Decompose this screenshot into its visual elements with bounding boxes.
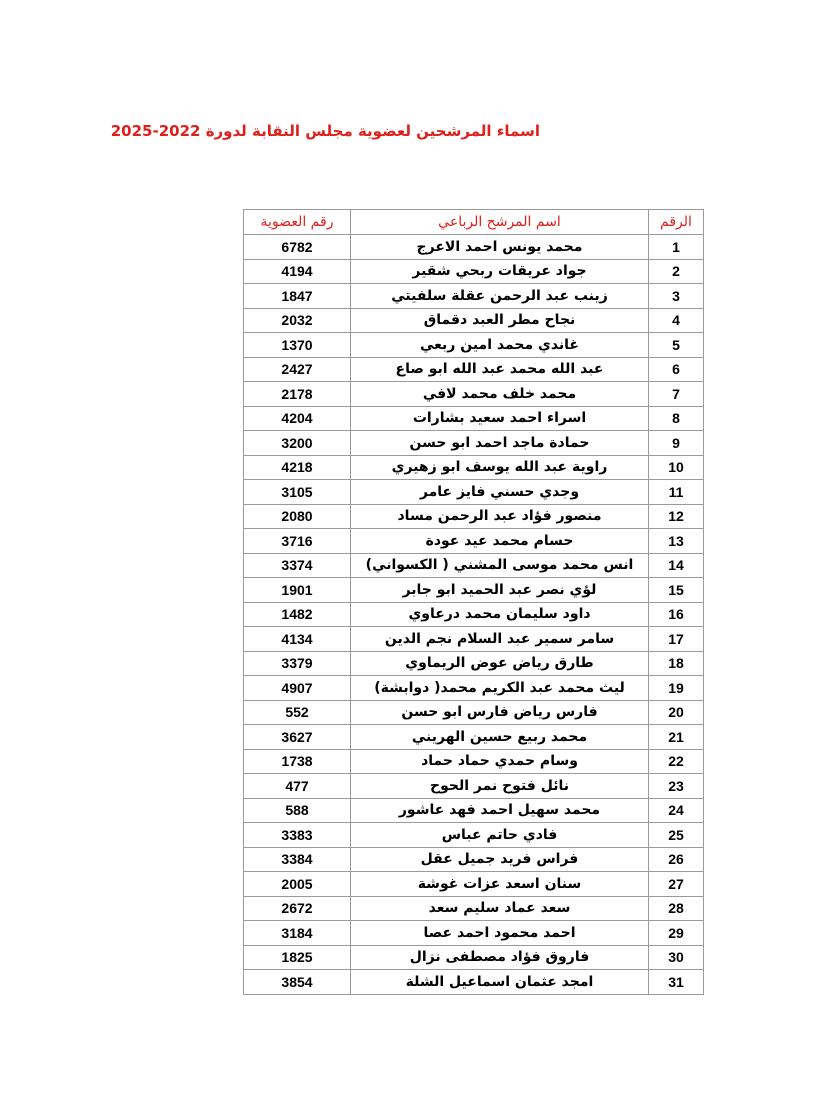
candidate-name: فادي حاتم عباس (351, 823, 649, 848)
candidate-name: نجاح مطر العبد دقماق (351, 308, 649, 333)
membership-number: 3854 (244, 970, 351, 995)
table-row (244, 798, 704, 823)
candidate-name: محمد خلف محمد لافي (351, 382, 649, 407)
table-row (244, 651, 704, 676)
membership-number: 2178 (244, 382, 351, 407)
row-number: 11 (649, 480, 704, 505)
header-name: اسم المرشح الرباعي (351, 210, 649, 235)
candidate-name: اسراء احمد سعيد بشارات (351, 406, 649, 431)
table-row (244, 235, 704, 260)
row-number: 6 (649, 357, 704, 382)
candidate-name: طارق رياض عوض الريماوي (351, 651, 649, 676)
row-number: 22 (649, 749, 704, 774)
table-row (244, 504, 704, 529)
membership-number: 4204 (244, 406, 351, 431)
candidate-name: داود سليمان محمد درعاوي (351, 602, 649, 627)
membership-number: 1847 (244, 284, 351, 309)
membership-number: 477 (244, 774, 351, 799)
candidate-name: انس محمد موسى المشني ( الكسواني) (351, 553, 649, 578)
membership-number: 3374 (244, 553, 351, 578)
candidate-name: ليث محمد عبد الكريم محمد( دوابشة) (351, 676, 649, 701)
candidate-name: جواد عريقات ربحي شقير (351, 259, 649, 284)
row-number: 13 (649, 529, 704, 554)
row-number: 9 (649, 431, 704, 456)
page-title: اسماء المرشحين لعضوية مجلس النقابة لدورة 2022-2025 (110, 122, 540, 140)
row-number: 12 (649, 504, 704, 529)
table-row (244, 333, 704, 358)
membership-number: 1482 (244, 602, 351, 627)
membership-number: 1901 (244, 578, 351, 603)
table-row (244, 872, 704, 897)
candidate-name: حمادة ماجد احمد ابو حسن (351, 431, 649, 456)
table-row (244, 431, 704, 456)
row-number: 5 (649, 333, 704, 358)
candidate-name: نائل فتوح نمر الحوح (351, 774, 649, 799)
row-number: 15 (649, 578, 704, 603)
row-number: 25 (649, 823, 704, 848)
membership-number: 552 (244, 700, 351, 725)
membership-number: 1825 (244, 945, 351, 970)
membership-number: 4218 (244, 455, 351, 480)
table-row (244, 553, 704, 578)
row-number: 7 (649, 382, 704, 407)
row-number: 19 (649, 676, 704, 701)
row-number: 17 (649, 627, 704, 652)
membership-number: 2672 (244, 896, 351, 921)
table-row (244, 357, 704, 382)
candidate-name: امجد عثمان اسماعيل الشلة (351, 970, 649, 995)
table-row (244, 382, 704, 407)
row-number: 1 (649, 235, 704, 260)
membership-number: 6782 (244, 235, 351, 260)
table-row (244, 774, 704, 799)
candidate-name: وجدي حسني فايز عامر (351, 480, 649, 505)
candidate-name: سامر سمير عبد السلام نجم الدين (351, 627, 649, 652)
membership-number: 3384 (244, 847, 351, 872)
table-row (244, 896, 704, 921)
table-row (244, 480, 704, 505)
row-number: 16 (649, 602, 704, 627)
row-number: 4 (649, 308, 704, 333)
membership-number: 4907 (244, 676, 351, 701)
candidate-name: احمد محمود احمد عصا (351, 921, 649, 946)
membership-number: 2032 (244, 308, 351, 333)
table-row (244, 823, 704, 848)
candidate-name: غاندي محمد امين ربعي (351, 333, 649, 358)
membership-number: 1738 (244, 749, 351, 774)
membership-number: 3383 (244, 823, 351, 848)
row-number: 3 (649, 284, 704, 309)
table-row (244, 700, 704, 725)
candidate-name: محمد سهيل احمد فهد عاشور (351, 798, 649, 823)
candidate-name: لؤي نصر عبد الحميد ابو جابر (351, 578, 649, 603)
row-number: 2 (649, 259, 704, 284)
table-row (244, 602, 704, 627)
row-number: 8 (649, 406, 704, 431)
membership-number: 2005 (244, 872, 351, 897)
membership-number: 3379 (244, 651, 351, 676)
row-number: 14 (649, 553, 704, 578)
header-membership: رقم العضوية (244, 210, 351, 235)
table-row (244, 284, 704, 309)
candidate-name: حسام محمد عيد عودة (351, 529, 649, 554)
candidate-name: محمد يونس احمد الاعرج (351, 235, 649, 260)
membership-number: 4194 (244, 259, 351, 284)
row-number: 26 (649, 847, 704, 872)
candidate-name: محمد ربيع حسين الهريني (351, 725, 649, 750)
membership-number: 2080 (244, 504, 351, 529)
candidate-name: راوية عبد الله يوسف ابو زهيري (351, 455, 649, 480)
table-header-row (244, 210, 704, 235)
table-row (244, 749, 704, 774)
table-row (244, 308, 704, 333)
row-number: 28 (649, 896, 704, 921)
candidates-table (243, 209, 704, 995)
table-row (244, 455, 704, 480)
table-row (244, 627, 704, 652)
table-row (244, 970, 704, 995)
table-row (244, 578, 704, 603)
table-row (244, 921, 704, 946)
header-number: الرقم (649, 210, 704, 235)
row-number: 27 (649, 872, 704, 897)
membership-number: 3200 (244, 431, 351, 456)
row-number: 20 (649, 700, 704, 725)
candidate-name: زينب عبد الرحمن عقلة سلفيتي (351, 284, 649, 309)
candidate-name: سنان اسعد عزات غوشة (351, 872, 649, 897)
row-number: 24 (649, 798, 704, 823)
table-row (244, 945, 704, 970)
membership-number: 3716 (244, 529, 351, 554)
table-row (244, 529, 704, 554)
table-row (244, 847, 704, 872)
membership-number: 3105 (244, 480, 351, 505)
row-number: 23 (649, 774, 704, 799)
row-number: 30 (649, 945, 704, 970)
candidate-name: وسام حمدي حماد حماد (351, 749, 649, 774)
table-row (244, 725, 704, 750)
candidate-name: فاروق فؤاد مصطفى نزال (351, 945, 649, 970)
row-number: 29 (649, 921, 704, 946)
row-number: 18 (649, 651, 704, 676)
candidate-name: سعد عماد سليم سعد (351, 896, 649, 921)
membership-number: 4134 (244, 627, 351, 652)
table-row (244, 259, 704, 284)
membership-number: 588 (244, 798, 351, 823)
row-number: 31 (649, 970, 704, 995)
membership-number: 1370 (244, 333, 351, 358)
membership-number: 3627 (244, 725, 351, 750)
table-body (244, 235, 704, 995)
candidate-name: فارس رياض فارس ابو حسن (351, 700, 649, 725)
membership-number: 2427 (244, 357, 351, 382)
row-number: 21 (649, 725, 704, 750)
table-row (244, 406, 704, 431)
table-row (244, 676, 704, 701)
candidate-name: منصور فؤاد عبد الرحمن مساد (351, 504, 649, 529)
candidate-name: فراس فريد جميل عقل (351, 847, 649, 872)
membership-number: 3184 (244, 921, 351, 946)
row-number: 10 (649, 455, 704, 480)
candidate-name: عبد الله محمد عبد الله ابو صاع (351, 357, 649, 382)
